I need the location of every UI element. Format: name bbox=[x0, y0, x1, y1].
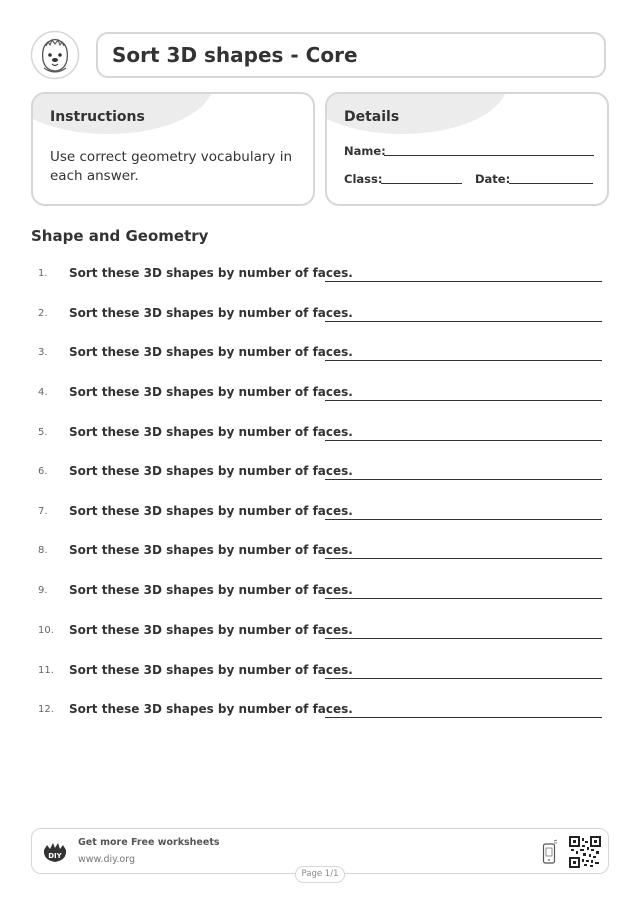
question-number: 4. bbox=[38, 387, 48, 398]
answer-line[interactable] bbox=[325, 321, 602, 322]
title-box bbox=[96, 32, 606, 78]
question-number: 10. bbox=[38, 625, 54, 636]
qr-code-icon[interactable] bbox=[569, 836, 601, 868]
answer-line[interactable] bbox=[325, 638, 602, 639]
question-item bbox=[38, 661, 602, 681]
question-text: Sort these 3D shapes by number of faces. bbox=[69, 702, 353, 716]
date-label: Date: bbox=[475, 172, 511, 186]
question-item bbox=[38, 581, 602, 601]
question-item bbox=[38, 621, 602, 641]
class-label: Class: bbox=[344, 172, 383, 186]
question-text: Sort these 3D shapes by number of faces. bbox=[69, 345, 353, 359]
page-title: Sort 3D shapes - Core bbox=[112, 43, 358, 67]
answer-line[interactable] bbox=[325, 678, 602, 679]
mascot-icon bbox=[30, 30, 80, 80]
answer-line[interactable] bbox=[325, 558, 602, 559]
question-number: 2. bbox=[38, 308, 48, 319]
answer-line[interactable] bbox=[325, 479, 602, 480]
question-text: Sort these 3D shapes by number of faces. bbox=[69, 464, 353, 478]
question-text: Sort these 3D shapes by number of faces. bbox=[69, 543, 353, 557]
class-line bbox=[381, 183, 462, 184]
question-text: Sort these 3D shapes by number of faces. bbox=[69, 663, 353, 677]
name-line bbox=[384, 155, 594, 156]
phone-icon bbox=[542, 839, 558, 865]
question-item bbox=[38, 700, 602, 720]
question-number: 9. bbox=[38, 585, 48, 596]
question-item bbox=[38, 304, 602, 324]
name-field[interactable] bbox=[344, 144, 594, 158]
question-number: 1. bbox=[38, 268, 48, 279]
answer-line[interactable] bbox=[325, 360, 602, 361]
answer-line[interactable] bbox=[325, 400, 602, 401]
question-text: Sort these 3D shapes by number of faces. bbox=[69, 504, 353, 518]
details-heading: Details bbox=[344, 109, 400, 125]
details-card bbox=[325, 92, 609, 206]
answer-line[interactable] bbox=[325, 598, 602, 599]
question-text: Sort these 3D shapes by number of faces. bbox=[69, 623, 353, 637]
question-number: 11. bbox=[38, 665, 54, 676]
question-number: 3. bbox=[38, 347, 48, 358]
question-item bbox=[38, 502, 602, 522]
page-indicator: Page 1/1 bbox=[295, 866, 345, 883]
diy-logo-icon[interactable] bbox=[42, 840, 68, 864]
question-item bbox=[38, 462, 602, 482]
question-item bbox=[38, 423, 602, 443]
question-item bbox=[38, 343, 602, 363]
question-number: 8. bbox=[38, 545, 48, 556]
question-item bbox=[38, 541, 602, 561]
class-field[interactable] bbox=[344, 172, 462, 186]
svg-text:DIY: DIY bbox=[48, 852, 62, 860]
date-line bbox=[509, 183, 593, 184]
question-text: Sort these 3D shapes by number of faces. bbox=[69, 306, 353, 320]
answer-line[interactable] bbox=[325, 519, 602, 520]
question-text: Sort these 3D shapes by number of faces. bbox=[69, 425, 353, 439]
section-title: Shape and Geometry bbox=[31, 227, 209, 245]
question-number: 6. bbox=[38, 466, 48, 477]
footer-url[interactable]: www.diy.org bbox=[78, 854, 135, 865]
question-number: 5. bbox=[38, 427, 48, 438]
question-item bbox=[38, 264, 602, 284]
question-text: Sort these 3D shapes by number of faces. bbox=[69, 583, 353, 597]
answer-line[interactable] bbox=[325, 717, 602, 718]
question-text: Sort these 3D shapes by number of faces. bbox=[69, 266, 353, 280]
question-number: 12. bbox=[38, 704, 54, 715]
instructions-text: Use correct geometry vocabulary in each answer. bbox=[50, 149, 293, 184]
question-text: Sort these 3D shapes by number of faces. bbox=[69, 385, 353, 399]
instructions-card bbox=[31, 92, 315, 206]
date-field[interactable] bbox=[475, 172, 593, 186]
footer-promo: Get more Free worksheets bbox=[78, 837, 220, 848]
answer-line[interactable] bbox=[325, 281, 602, 282]
name-label: Name: bbox=[344, 144, 386, 158]
instructions-heading: Instructions bbox=[50, 109, 145, 125]
question-number: 7. bbox=[38, 506, 48, 517]
question-item bbox=[38, 383, 602, 403]
answer-line[interactable] bbox=[325, 440, 602, 441]
